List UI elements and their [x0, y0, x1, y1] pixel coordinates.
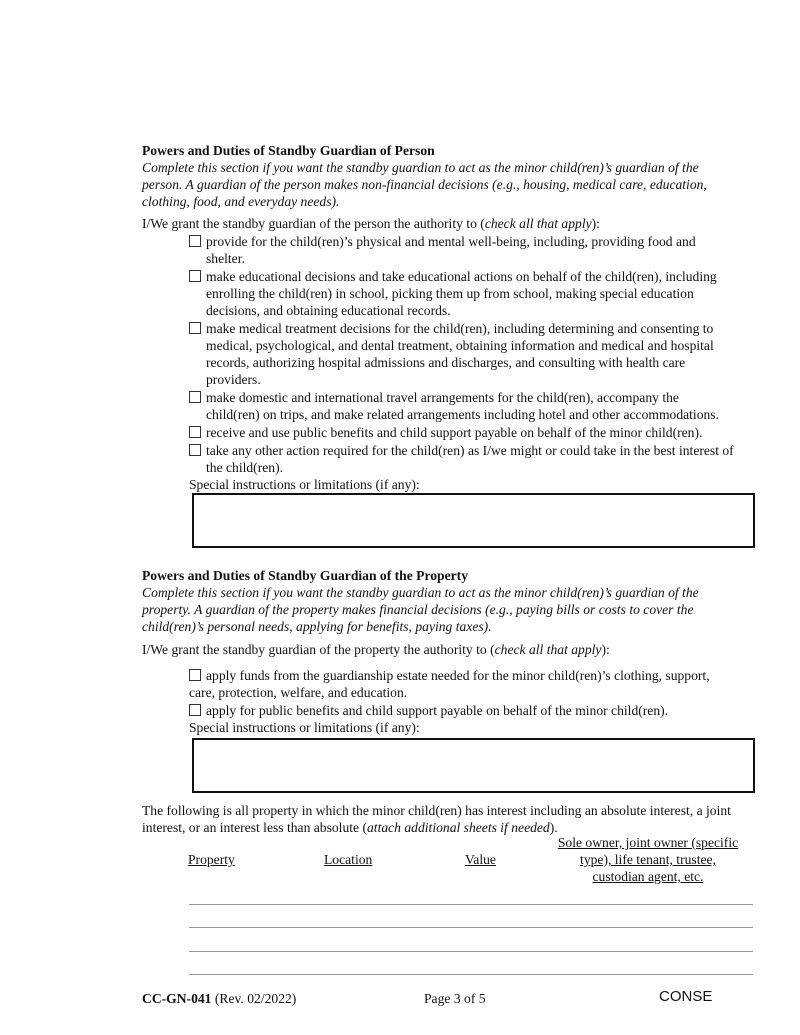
property-option-funds [189, 667, 710, 701]
intro-text: child(ren)’s personal needs, applying for benefits, paying taxes). [142, 619, 492, 634]
checkbox[interactable] [189, 391, 201, 403]
checkbox[interactable] [189, 704, 201, 716]
person-option-wellbeing [189, 233, 696, 267]
option-label: make domestic and international travel arrangements for the child(ren), accompany the [206, 390, 679, 405]
column-header-ownership [548, 834, 748, 885]
special-instructions-label: Special instructions or limitations (if any): [189, 720, 420, 735]
property-list-intro: The following is all property in which the minor child(ren) has interest including an absolute interest, a joint [142, 803, 731, 818]
section-heading-property: Powers and Duties of Standby Guardian of the Property [142, 568, 469, 583]
option-label: providers. [206, 372, 261, 387]
property-row-line[interactable] [189, 974, 753, 975]
option-label: shelter. [206, 251, 245, 266]
checkbox[interactable] [189, 444, 201, 456]
grant-statement-property [142, 641, 610, 658]
option-label: medical, psychological, and dental treatment, obtaining information and medical and hospital [206, 338, 714, 353]
intro-text: person. A guardian of the person makes non-financial decisions (e.g., housing, medical care, education, [142, 177, 707, 192]
option-label: take any other action required for the child(ren) as I/we might or could take in the best interest of [206, 443, 734, 458]
checkbox[interactable] [189, 270, 201, 282]
grant-suffix: ): [591, 216, 600, 231]
footer-stamp: CONSE [659, 988, 713, 1005]
person-option-medical [189, 320, 714, 388]
grant-italic: check all that apply [494, 642, 602, 657]
intro-italic: attach additional sheets if needed [367, 820, 550, 835]
option-label: apply for public benefits and child support payable on behalf of the minor child(ren). [206, 703, 669, 718]
intro-text: Complete this section if you want the standby guardian to act as the minor child(ren)’s guardian of the [142, 585, 699, 600]
property-row-line[interactable] [189, 904, 753, 905]
intro-text: property. A guardian of the property makes financial decisions (e.g., paying bills or costs to cover the [142, 602, 694, 617]
option-label: make medical treatment decisions for the child(ren), including determining and consenting to [206, 321, 714, 336]
grant-suffix: ): [601, 642, 610, 657]
person-option-education [189, 268, 717, 319]
checkbox[interactable] [189, 426, 201, 438]
header-line: type), life tenant, trustee, [580, 852, 716, 867]
intro-text: Complete this section if you want the standby guardian to act as the minor child(ren)’s guardian of the [142, 160, 699, 175]
person-option-other [189, 442, 734, 476]
footer-form-id [142, 990, 296, 1007]
column-header-location: Location [324, 852, 373, 867]
grant-statement-person [142, 215, 600, 232]
special-instructions-label: Special instructions or limitations (if any): [189, 477, 420, 492]
column-header-value: Value [465, 852, 496, 867]
grant-text: I/We grant the standby guardian of the person the authority to ( [142, 216, 485, 231]
intro-suffix: ). [549, 820, 558, 835]
intro-text: clothing, food, and everyday needs). [142, 194, 340, 209]
column-header-property: Property [188, 852, 235, 867]
footer-page-number: Page 3 of 5 [424, 991, 486, 1006]
section-heading-person: Powers and Duties of Standby Guardian of Person [142, 143, 435, 158]
option-label: make educational decisions and take educational actions on behalf of the child(ren), including [206, 269, 717, 284]
option-label: provide for the child(ren)’s physical and mental well-being, including, providing food and [206, 234, 696, 249]
option-label: child(ren) on trips, and make related arrangements including hotel and other accommodations. [206, 407, 719, 422]
checkbox[interactable] [189, 669, 201, 681]
grant-italic: check all that apply [484, 216, 592, 231]
option-label: records, authorizing hospital admissions and discharges, and consulting with health care [206, 355, 686, 370]
option-label: receive and use public benefits and child support payable on behalf of the minor child(ren). [206, 425, 703, 440]
person-option-travel [189, 389, 719, 423]
header-line: custodian agent, etc. [592, 869, 704, 884]
intro-text: interest, or an interest less than absolute ( [142, 820, 367, 835]
person-option-benefits [189, 424, 702, 441]
special-instructions-property-field[interactable] [192, 738, 755, 793]
option-label: the child(ren). [206, 460, 283, 475]
property-list-intro-2 [142, 819, 558, 836]
property-row-line[interactable] [189, 951, 753, 952]
option-label: apply funds from the guardianship estate needed for the minor child(ren)’s clothing, support, [206, 668, 710, 683]
property-option-benefits [189, 702, 668, 719]
option-label: decisions, and obtaining educational records. [206, 303, 451, 318]
header-line: Sole owner, joint owner (specific [557, 835, 739, 850]
property-row-line[interactable] [189, 927, 753, 928]
checkbox[interactable] [189, 235, 201, 247]
special-instructions-person-field[interactable] [192, 493, 755, 548]
option-label: care, protection, welfare, and education. [189, 685, 408, 700]
form-id: CC-GN-041 [142, 991, 212, 1006]
revision: (Rev. 02/2022) [214, 991, 297, 1006]
checkbox[interactable] [189, 322, 201, 334]
option-label: enrolling the child(ren) in school, picking them up from school, making special education [206, 286, 694, 301]
grant-text: I/We grant the standby guardian of the property the authority to ( [142, 642, 495, 657]
